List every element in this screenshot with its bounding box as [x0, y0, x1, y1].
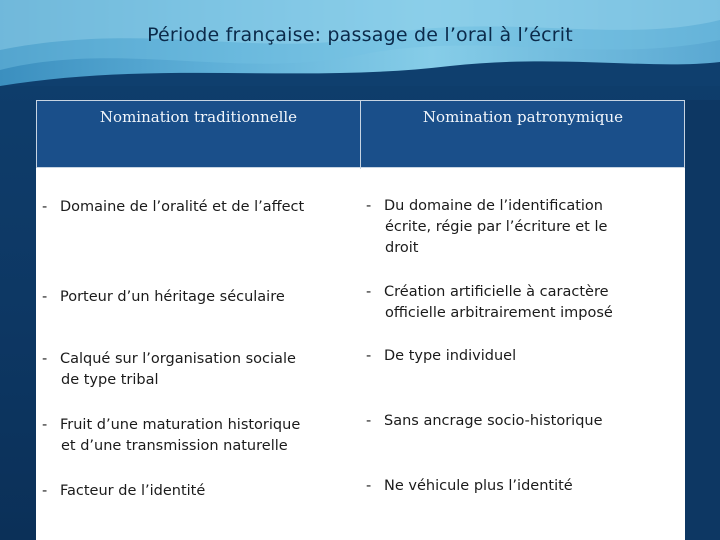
slide-title: Période française: passage de l’oral à l’écrit: [147, 24, 573, 46]
row-2-right: - Création artificielle à caractère officielle arbitrairement imposé: [366, 282, 666, 324]
cell-text: Calqué sur l’organisation sociale: [60, 351, 296, 367]
cell-text: de type tribal: [61, 372, 159, 388]
cell-text: officielle arbitrairement imposé: [385, 305, 613, 321]
cell-text: écrite, régie par l’écriture et le: [385, 219, 608, 235]
comparison-table: [36, 100, 685, 540]
header-patronymic: Nomination patronymique: [422, 108, 624, 126]
row-3-left: - Calqué sur l’organisation sociale de type tribal: [42, 349, 362, 391]
row-1-right: - Du domaine de l’identification écrite, régie par l’écriture et le droit: [366, 196, 666, 259]
cell-text: Création artificielle à caractère: [384, 284, 609, 300]
cell-text: droit: [385, 240, 419, 256]
cell-text: Du domaine de l’identification: [384, 198, 603, 214]
title-band: [0, 0, 720, 86]
cell-text: Porteur d’un héritage séculaire: [60, 289, 285, 305]
cell-text: Domaine de l’oralité et de l’affect: [60, 199, 305, 215]
table-header-row: [36, 100, 685, 168]
cell-text: et d’une transmission naturelle: [61, 438, 288, 454]
row-1-left: - Domaine de l’oralité et de l’affect: [42, 199, 305, 215]
cell-text: Facteur de l’identité: [60, 483, 206, 499]
header-traditional: Nomination traditionnelle: [99, 108, 298, 126]
right-edge-strip: [685, 100, 720, 540]
row-5-left: - Facteur de l’identité: [42, 483, 206, 499]
row-3-right: - De type individuel: [366, 348, 517, 364]
row-2-left: - Porteur d’un héritage séculaire: [42, 289, 285, 305]
row-4-right: - Sans ancrage socio-historique: [366, 413, 603, 429]
cell-text: Sans ancrage socio-historique: [384, 413, 603, 429]
row-4-left: - Fruit d’une maturation historique et d’une transmission naturelle: [42, 415, 362, 457]
row-5-right: - Ne véhicule plus l’identité: [366, 478, 573, 494]
cell-text: De type individuel: [384, 348, 517, 364]
cell-text: Fruit d’une maturation historique: [60, 417, 301, 433]
cell-text: Ne véhicule plus l’identité: [384, 478, 573, 494]
